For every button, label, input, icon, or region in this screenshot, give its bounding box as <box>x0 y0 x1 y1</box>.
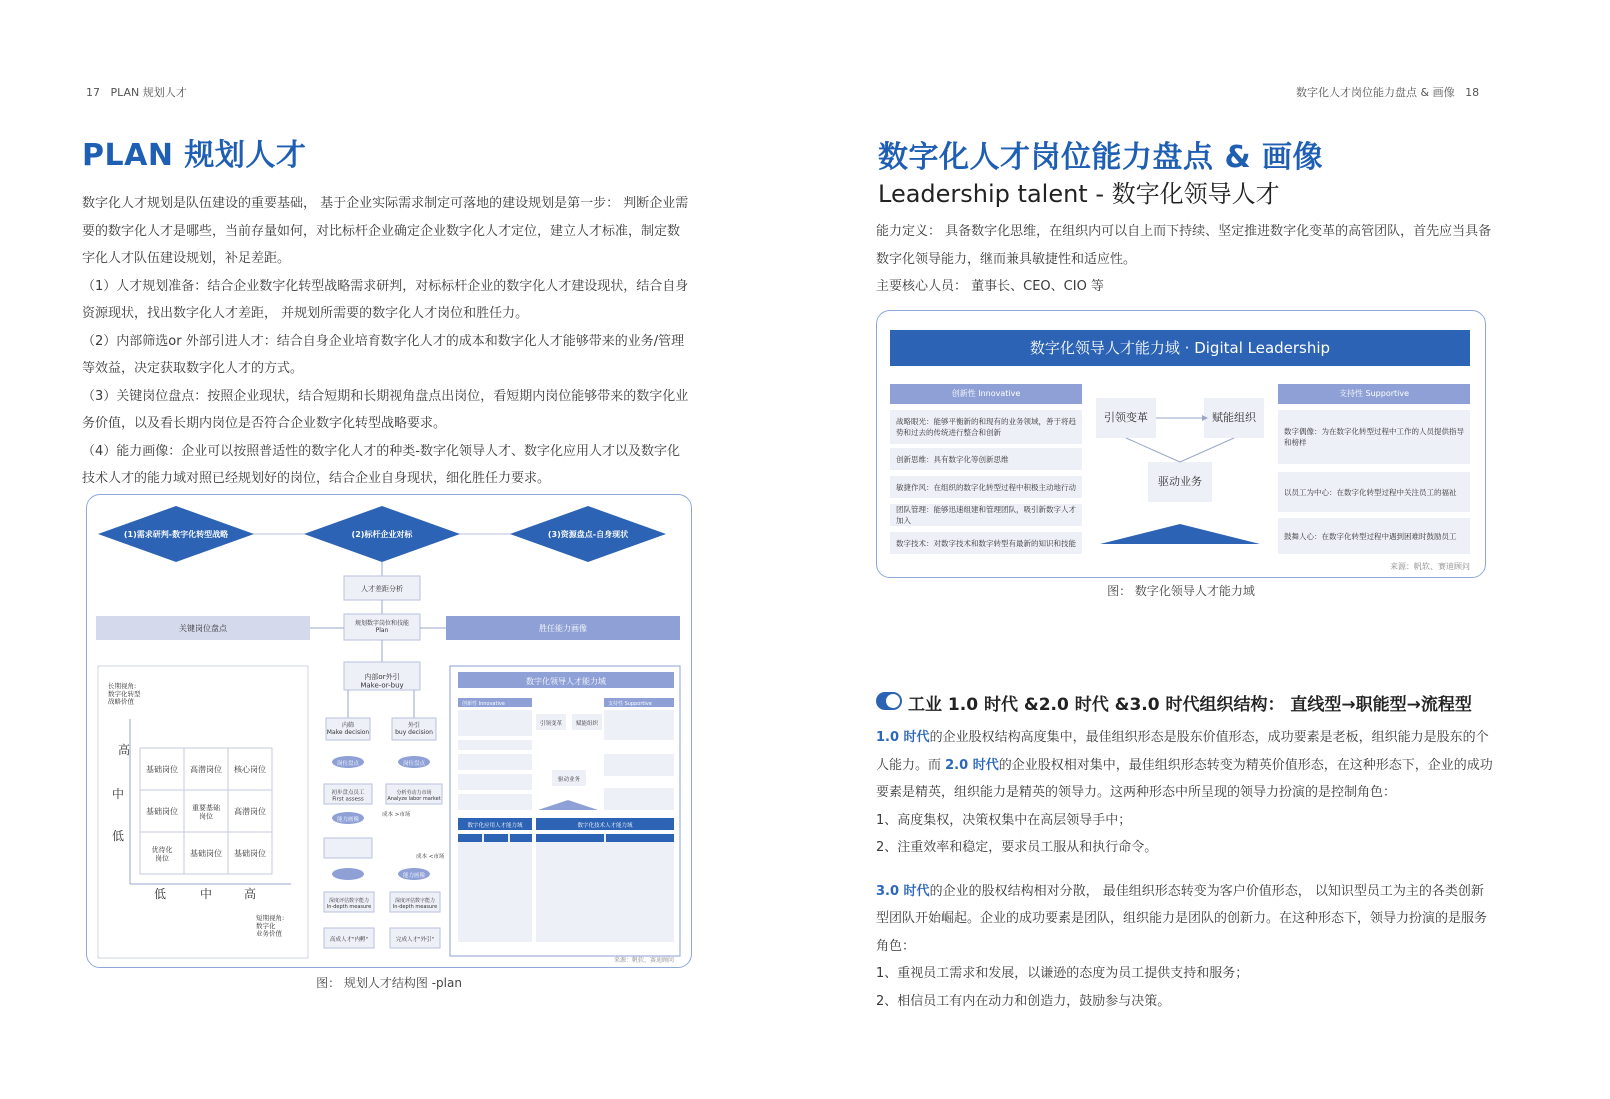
leadership-source: 来源：帆软、赛迪顾问 <box>1390 562 1470 571</box>
panel-center: 驱动业务 <box>557 777 581 783</box>
y-level: 高 <box>118 743 131 757</box>
flow-pill: 岗位盘点 <box>402 761 426 767</box>
right-header-label: 数字化人才岗位能力盘点 & 画像 <box>1296 86 1455 99</box>
center-empower: 赋能组织 <box>1204 398 1264 438</box>
panel-center: 引领变革 <box>539 721 563 727</box>
matrix-cell: 高潜岗位 <box>190 765 222 774</box>
era-paragraph-1 <box>876 724 1494 807</box>
left-paragraph: （3）关键岗位盘点：按照企业现状，结合短期和长期视角盘点出岗位，看短期内岗位能够带来的数字化业务价值，以及看长期内岗位是否符合企业数字化转型战略要求。 <box>82 388 689 431</box>
era-text: 的企业股权结构高度集中，最佳组织形态是股东价值形态，成功要素是老板，组织能力是股东的个人能力。而 <box>876 730 1489 773</box>
supportive-item: 以员工为中心：在数字化转型过程中关注员工的福祉 <box>1278 472 1470 512</box>
left-head: 创新性 Innovative <box>890 384 1082 404</box>
innovative-item: 创新思维：具有数字化等创新思维 <box>890 448 1082 470</box>
panel-grid <box>458 834 674 942</box>
short-term-label: 短期视角:数字化业务价值 <box>256 914 285 938</box>
panel-sub: 支持性 Supportive <box>608 701 652 707</box>
matrix-cell: 基础岗位 <box>234 849 266 858</box>
y-level: 中 <box>112 787 125 801</box>
center-drive: 驱动业务 <box>1148 462 1212 502</box>
list-item: 1、高度集权，决策权集中在高层领导手中； <box>876 812 1132 828</box>
right-page-number: 18 <box>1465 86 1480 99</box>
definition: 能力定义： 具备数字化思维，在组织内可以自上而下持续、坚定推进数字化变革的高管团队，首先应当具备数字化领导能力，继而兼具敏捷性和适应性。 <box>876 224 1492 267</box>
matrix-cell: 重要基础岗位 <box>192 804 220 821</box>
supportive-item: 鼓舞人心：在数字化转型过程中遇到困难时鼓励员工 <box>1278 518 1470 554</box>
panel-center: 赋能组织 <box>575 721 599 727</box>
step-label: 内部or外引 Make-or-buy <box>360 673 404 690</box>
section-heading: 工业 1.0 时代 &2.0 时代 &3.0 时代组织结构： 直线型→职能型→流程型 <box>908 695 1472 715</box>
left-paragraph: 数字化人才规划是队伍建设的重要基础， 基于企业实际需求制定可落地的建设规划是第一步： 判断企业需要的数字化人才是哪些，当前存量如何，对比标杆企业确定企业数字化人才定位，建立人才标准，制定数字化人才队伍建设规划，补足差距。 <box>82 196 689 266</box>
left-paragraph: （2）内部筛选or 外部引进人才：结合自身企业培育数字化人才的成本和数字化人才能够带来的业务/管理等效益，决定获取数字化人才的方式。 <box>82 333 685 376</box>
definition-block <box>876 218 1494 301</box>
flow-label: 分析劳动力市场 Analyze labor market <box>387 790 441 802</box>
left-page-number: 17 <box>86 86 100 99</box>
left-page-title: PLAN 规划人才 <box>82 138 307 173</box>
flow-label: 完成人才"外引" <box>395 937 435 943</box>
x-level: 低 <box>153 887 167 901</box>
flow-label: 深度评估数字能力 In-depth measure <box>392 898 438 910</box>
step-label: 规划数字岗位和技能 Plan <box>354 620 410 635</box>
flow-label: 内筛 Make decision <box>326 722 370 737</box>
era-text: 的企业股权相对集中，最佳组织形态转变为精英价值形态，在这种形态下，企业的成功要素是精英，组织能力是精英的领导力。这两种形态中所呈现的领导力扮演的是控制角色： <box>876 757 1493 800</box>
x-level: 中 <box>199 887 213 901</box>
left-header-label: PLAN 规划人才 <box>110 86 187 99</box>
innovative-item: 数字技术：对数字技术和数字转型有最新的知识和技能 <box>890 532 1082 554</box>
panel-tech: 数字化技术人才能力域 <box>577 823 633 829</box>
innovative-item: 团队管理：能够迅速组建和管理团队，吸引新数字人才加入 <box>890 504 1082 526</box>
matrix-cell: 优待化岗位 <box>151 846 173 863</box>
left-page-header <box>86 84 187 100</box>
innovative-item: 敏捷作风：在组织的数字化转型过程中积极主动地行动 <box>890 476 1082 498</box>
right-page-header <box>1296 84 1479 100</box>
panel-title: 数字化领导人才能力域 <box>526 677 606 686</box>
left-paragraph: （1）人才规划准备：结合企业数字化转型战略需求研判，对标标杆企业的数字化人才建设现状，结合自身资源现状，找出数字化人才差距， 并规划所需要的数字化人才岗位和胜任力。 <box>82 278 689 321</box>
matrix-cell: 高潜岗位 <box>234 807 266 816</box>
right-page-title: 数字化人才岗位能力盘点 & 画像 <box>878 140 1324 175</box>
bar-label: 胜任能力画像 <box>539 624 587 633</box>
era-3: 3.0 时代 <box>876 883 930 899</box>
left-body <box>82 190 692 493</box>
center-connectors <box>1090 398 1270 548</box>
flow-cost: 成本 >市场 <box>382 812 411 818</box>
matrix-cell: 基础岗位 <box>190 849 222 858</box>
flow-label: 深度评估数字能力 In-depth measure <box>326 898 372 910</box>
left-caption: 图： 规划人才结构图 -plan <box>316 976 462 990</box>
flow-pill: 能力画像 <box>402 873 426 879</box>
right-head: 支持性 Supportive <box>1278 384 1470 404</box>
era-paragraph-2 <box>876 878 1494 961</box>
diamond-label: (3)资源盘点-自身现状 <box>547 530 629 539</box>
flow-pill: 岗位盘点 <box>336 761 360 767</box>
center-lead-change: 引领变革 <box>1096 398 1156 438</box>
bar-label: 关键岗位盘点 <box>179 624 227 633</box>
core-people: 主要核心人员： 董事长、CEO、CIO 等 <box>876 279 1104 294</box>
era-1: 1.0 时代 <box>876 730 930 745</box>
flow-cost: 成本 <市场 <box>416 854 445 860</box>
era-section <box>876 724 1494 1015</box>
panel-sub: 创新性 Innovative <box>462 701 505 707</box>
era-2: 2.0 时代 <box>945 757 999 773</box>
y-level: 低 <box>112 829 125 843</box>
x-level: 高 <box>243 887 257 901</box>
diagram-source: 来源：帆软、赛迪顾问 <box>613 957 674 964</box>
flow-label: 高成人才"内孵" <box>329 937 369 943</box>
matrix-cell: 核心岗位 <box>234 765 266 774</box>
supportive-item: 数字偶像：为在数字化转型过程中工作的人员提供指导和榜样 <box>1278 410 1470 464</box>
leadership-title: 数字化领导人才能力域 · Digital Leadership <box>890 330 1470 366</box>
matrix-cell: 基础岗位 <box>146 765 178 774</box>
plan-diagram <box>86 494 692 968</box>
matrix-cell: 基础岗位 <box>146 807 178 816</box>
step-label: 人才差距分析 <box>361 585 403 593</box>
diamond-label: (2)标杆企业对标 <box>351 530 413 539</box>
diamond-label: (1)需求研判-数字化转型战略 <box>123 530 229 539</box>
list-item: 2、相信员工有内在动力和创造力，鼓励参与决策。 <box>876 993 1171 1009</box>
flow-label: 初步盘点员工 First assess <box>331 790 365 803</box>
panel-app: 数字化应用人才能力域 <box>467 823 523 829</box>
era-text: 的企业的股权结构相对分散， 最佳组织形态转变为客户价值形态， 以知识型员工为主的各类创新型团队开始崛起。企业的成功要素是团队，组织能力是团队的创新力。在这种形态下，领导力扮演的是服务角色： <box>876 883 1488 954</box>
flow-pill: 能力画像 <box>336 817 360 823</box>
flow-label: 外引 buy decision <box>395 722 433 737</box>
right-page-subtitle: Leadership talent - 数字化领导人才 <box>878 180 1280 208</box>
long-term-label: 长期视角:数字化转型战略价值 <box>108 682 141 706</box>
list-item: 2、注重效率和稳定，要求员工服从和执行命令。 <box>876 840 1158 855</box>
toggle-icon <box>876 692 902 710</box>
innovative-item: 战略眼光：能够平衡新的和现有的业务领域，善于将趋势和过去的传统进行整合和创新 <box>890 410 1082 444</box>
left-paragraph: （4）能力画像：企业可以按照普适性的数字化人才的种类-数字化领导人才、数字化应用人才以及数字化技术人才的能力域对照已经规划好的岗位，结合企业自身现状，细化胜任力要求。 <box>82 443 680 486</box>
right-caption: 图： 数字化领导人才能力域 <box>1107 584 1255 598</box>
list-item: 1、重视员工需求和发展，以谦逊的态度为员工提供支持和服务； <box>876 966 1249 981</box>
